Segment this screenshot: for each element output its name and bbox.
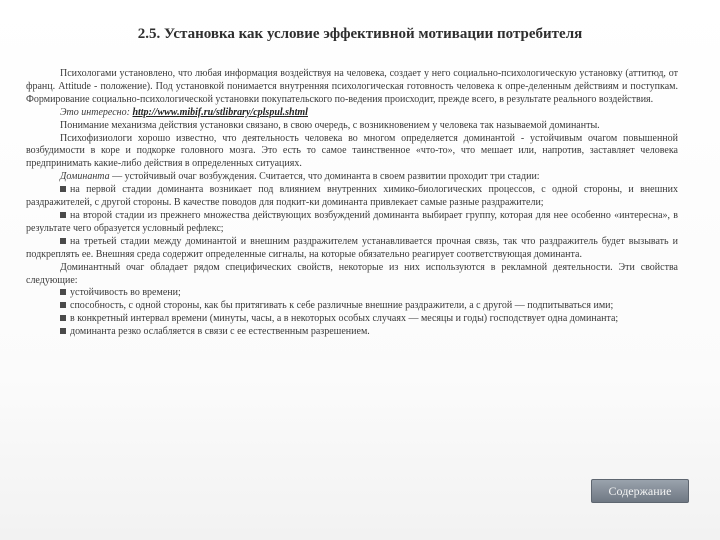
dominant-def-text: — устойчивый очаг возбуждения. Считается, что доминанта в своем развитии проходит три стадии: [109, 171, 540, 183]
paragraph-attitude: Психологами установлено, что любая информация воздействуя на человека, создает у него социально-психологическую установку (аттитюд, от франц. Attitude - положение). Под установкой понимается внутренняя психологическая готовность человека к опре-деленным действиям и поступкам. Формирование социально-психологической установки покупательского по-ведения происходит, прежде всего, в результате реального воздействия. [26, 68, 678, 105]
bullet-icon [60, 328, 66, 334]
bullet-icon [60, 302, 66, 308]
property-4-text: доминанта резко ослабляется в связи с ее естественным разрешением. [70, 326, 370, 338]
property-1-text: устойчивость во времени; [70, 287, 181, 299]
bullet-icon [60, 238, 66, 244]
paragraph-dominant-def [26, 171, 678, 184]
list-item [26, 236, 678, 262]
dominant-term: Доминанта [60, 171, 110, 183]
paragraph-mechanism: Понимание механизма действия установки связано, в свою очередь, с возникновением у человека так называемой доминанты. [60, 119, 600, 131]
stage-2-text: на второй стадии из прежнего множества действующих возбуждений доминанта выбирает группу, которая для нее особенно «интересна», в результате чего образуется условный рефлекс; [26, 209, 678, 234]
bullet-icon [60, 186, 66, 192]
property-3-text: в конкретный интервал времени (минуты, часы, а в некоторых особых случаях — месяцы и годы) господствует одна доминанта; [70, 313, 619, 325]
list-item [26, 326, 678, 339]
interesting-label: Это интересно: [60, 106, 130, 118]
bullet-icon [60, 289, 66, 295]
paragraph-psychophysiology: Психофизиологи хорошо известно, что деятельность человека во многом определяется доминантой - устойчивым очагом повышенной возбудимости в коре и подкорке головного мозга. Это есть то самое таинственное «что-то», что мешает или, напротив, заставляет человека предпринимать какие-либо действия в определенных ситуациях. [26, 132, 678, 170]
list-item [26, 300, 678, 313]
paragraph-properties: Доминантный очаг обладает рядом специфических свойств, некоторые из них используются в рекламной деятельности. Эти свойства следующие: [26, 261, 678, 286]
list-item [26, 313, 678, 326]
contents-button[interactable]: Содержание [591, 479, 689, 503]
property-2-text: способность, с одной стороны, как бы притягивать к себе различные внешние раздражители, а с другой — подпитываться ими; [70, 300, 614, 312]
list-item [26, 184, 678, 210]
paragraph-interesting [26, 107, 678, 120]
bullet-icon [60, 315, 66, 321]
stage-3-text: на третьей стадии между доминантой и внешним раздражителем устанавливается прочная связь, так что раздражитель будет вызывать и подкреплять ее. Внешняя среда содержит определенные сигналы, на которые обязательно реагирует соответствующая доминанта. [26, 235, 678, 260]
content-body [26, 68, 678, 339]
list-item [26, 210, 678, 236]
list-item [26, 287, 678, 300]
interesting-link[interactable]: http://www.mibif.ru/stlibrary/cplspul.shtml [132, 106, 308, 118]
page-title: 2.5. Установка как условие эффективной мотивации потребителя [137, 26, 583, 42]
stage-1-text: на первой стадии доминанта возникает под влиянием внутренних химико-биологических процессов, с одной стороны, и внешних раздражителей, с другой стороны. В качестве поводов для подкит-ки доминанта привлекает самые разные раздражители; [26, 184, 678, 209]
bullet-icon [60, 212, 66, 218]
